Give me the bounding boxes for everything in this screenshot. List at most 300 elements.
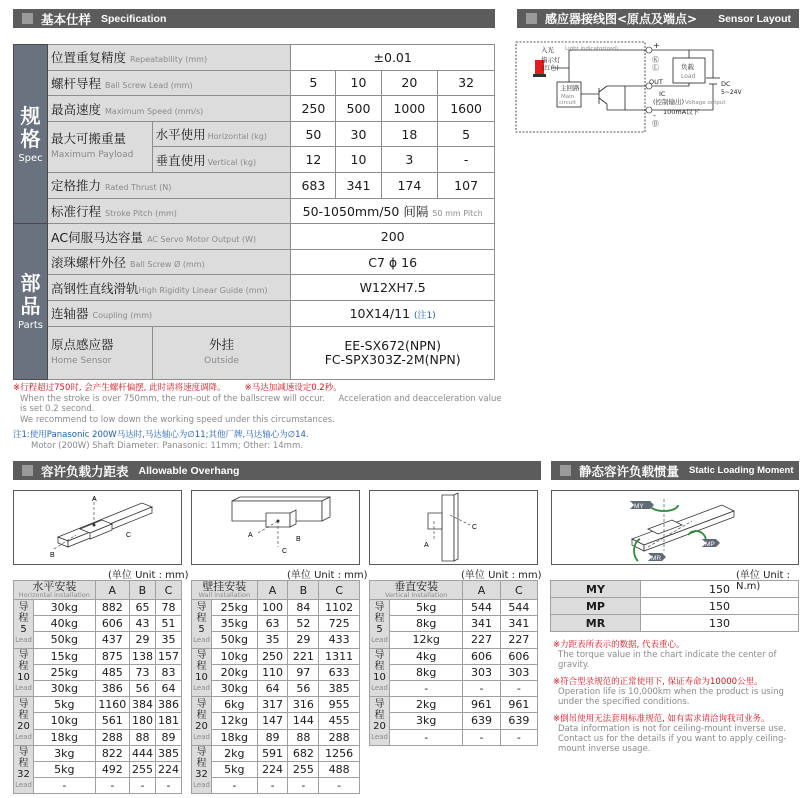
install-type-header: 壁挂安装 Wall installation bbox=[192, 581, 258, 600]
lead-group-label: 导 程 5 Lead bbox=[14, 600, 34, 649]
column-header: B bbox=[288, 581, 319, 600]
load-cell: 10kg bbox=[34, 713, 96, 729]
note-accel-cn: ※马达加减速设定0.2秒。 bbox=[244, 383, 342, 393]
value-cell: 639 bbox=[500, 713, 537, 729]
value-cell: 433 bbox=[319, 632, 360, 648]
load-cell: 12kg bbox=[212, 713, 258, 729]
table-row bbox=[370, 616, 538, 632]
label-guide: 高钢性直线滑轨High Rigidity Linear Guide (mm) bbox=[48, 275, 291, 301]
value-cell: 961 bbox=[463, 697, 500, 713]
value-cell: 10 bbox=[336, 147, 381, 173]
sensor-title-en: Sensor Layout bbox=[718, 12, 791, 25]
value-cell: 485 bbox=[95, 664, 129, 680]
fig-label-b: B bbox=[50, 552, 55, 559]
table-row bbox=[370, 729, 538, 745]
lead-group-label: 导 程 10 Lead bbox=[192, 648, 212, 697]
value-cell: 386 bbox=[95, 680, 129, 696]
column-header: C bbox=[155, 581, 181, 600]
value-cell: 606 bbox=[463, 648, 500, 664]
sensor-ind-cn: 指示灯 bbox=[541, 56, 561, 64]
static-note-c-en: Data information is not for ceiling-mount inverse use. Contact us for the details if you want to apply ceiling-mount inverse usage. bbox=[558, 724, 787, 754]
label-home: 原点感应器 Home Sensor bbox=[48, 326, 153, 379]
table-row bbox=[192, 632, 360, 648]
load-cell: 15kg bbox=[34, 648, 96, 664]
fig-label-mr: MR bbox=[651, 555, 662, 562]
sensor-main-cn: 主回路 bbox=[560, 84, 580, 92]
table-header-row bbox=[14, 581, 182, 600]
value-cell: 32 bbox=[438, 70, 495, 96]
value-cell: - bbox=[463, 680, 500, 696]
value-cell: 444 bbox=[129, 745, 155, 761]
value-cell: 224 bbox=[257, 761, 288, 777]
load-cell: 2kg bbox=[212, 745, 258, 761]
spec-row-repeat bbox=[14, 45, 495, 71]
value-cell: 341 bbox=[500, 616, 537, 632]
wall-figure bbox=[191, 490, 360, 565]
load-cell: - bbox=[212, 778, 258, 794]
load-cell: 50kg bbox=[212, 632, 258, 648]
value-cell: - bbox=[288, 778, 319, 794]
sensor-indicator-label: Light indicator(red) bbox=[565, 46, 618, 52]
table-row bbox=[192, 616, 360, 632]
sensor-terminal-k: Ⓚ bbox=[652, 56, 659, 64]
value-cell: 303 bbox=[500, 664, 537, 680]
value-cell: 97 bbox=[288, 664, 319, 680]
value-cell: 89 bbox=[155, 729, 181, 745]
static-note-b-cn: ※符合型录规范的正常使用下, 保证寿命为10000公里。 bbox=[553, 677, 763, 687]
table-row bbox=[192, 697, 360, 713]
static-note-c-cn: ※倒吊使用无法套用标准规范, 如有需求请洽询我司业务。 bbox=[553, 714, 770, 724]
lead-group-label: 导 程 10 Lead bbox=[14, 648, 34, 697]
spec-row-lead bbox=[14, 70, 495, 96]
static-title-cn: 静态容许负载惯量 bbox=[579, 463, 680, 479]
label-repeatability: 位置重复精度 Repeatability (mm) bbox=[48, 45, 291, 71]
value-cell: 227 bbox=[500, 632, 537, 648]
vertical-install-diagram bbox=[370, 491, 537, 564]
value-cell: 492 bbox=[95, 761, 129, 777]
value-screw: C7 ϕ 16 bbox=[291, 249, 495, 275]
value-cell: 822 bbox=[95, 745, 129, 761]
load-cell: 30kg bbox=[34, 680, 96, 696]
unit-label-v: (单位 Unit : mm) bbox=[461, 570, 542, 581]
static-key: MR bbox=[551, 615, 641, 632]
install-type-header: 垂直安装 Vertical installation bbox=[370, 581, 463, 600]
value-cell: 1160 bbox=[95, 697, 129, 713]
value-cell: 84 bbox=[288, 600, 319, 616]
value-cell: 288 bbox=[95, 729, 129, 745]
table-row bbox=[14, 648, 182, 664]
table-row bbox=[14, 729, 182, 745]
value-cell: 288 bbox=[319, 729, 360, 745]
table-header-row bbox=[370, 581, 538, 600]
load-cell: 2kg bbox=[390, 697, 463, 713]
horizontal-overhang-table bbox=[13, 580, 182, 794]
static-title-en: Static Loading Moment bbox=[689, 465, 794, 476]
value-cell: 591 bbox=[257, 745, 288, 761]
fig-label-a: A bbox=[92, 496, 97, 503]
table-row bbox=[370, 632, 538, 648]
static-figure bbox=[551, 490, 799, 565]
value-cell: 88 bbox=[288, 729, 319, 745]
load-cell: 4kg bbox=[390, 648, 463, 664]
value-cell: 385 bbox=[319, 680, 360, 696]
value-cell: 386 bbox=[155, 697, 181, 713]
fig-label-a: A bbox=[248, 532, 253, 539]
spec-row-coupling bbox=[14, 301, 495, 327]
value-cell: 78 bbox=[155, 600, 181, 616]
load-cell: 25kg bbox=[34, 664, 96, 680]
value-cell: 725 bbox=[319, 616, 360, 632]
unit-label-h: (单位 Unit : mm) bbox=[108, 570, 189, 581]
value-cell: - bbox=[95, 778, 129, 794]
label-payload: 最大可搬重量 Maximum Payload bbox=[48, 121, 153, 172]
load-cell: 18kg bbox=[212, 729, 258, 745]
sensor-voltage-en: Voltage output bbox=[685, 100, 726, 106]
sensor-out-label: OUT bbox=[649, 78, 663, 86]
value-cell: 561 bbox=[95, 713, 129, 729]
label-outside: 外挂 Outside bbox=[152, 326, 291, 379]
value-cell: 174 bbox=[381, 173, 438, 199]
value-cell: 544 bbox=[463, 600, 500, 616]
label-coupling: 连轴器 Coupling (mm) bbox=[48, 301, 291, 327]
sensor-minus: - bbox=[653, 111, 656, 120]
overhang-title-en: Allowable Overhang bbox=[138, 464, 240, 477]
value-coupling: 10X14/11 (注1) bbox=[291, 301, 495, 327]
sensor-circuit-en: circuit bbox=[559, 100, 576, 106]
label-lead: 螺杆导程 Ball Screw Lead (mm) bbox=[48, 70, 291, 96]
label-vertical: 垂直使用 Vertical (kg) bbox=[152, 147, 291, 173]
sensor-light-label: 入光 bbox=[541, 46, 554, 54]
value-cell: 110 bbox=[257, 664, 288, 680]
label-motor: AC伺服马达容量 AC Servo Motor Output (W) bbox=[48, 224, 291, 250]
table-row bbox=[192, 680, 360, 696]
value-cell: 341 bbox=[463, 616, 500, 632]
sensor-section-header bbox=[517, 9, 799, 28]
column-header: B bbox=[129, 581, 155, 600]
value-cell: 29 bbox=[288, 632, 319, 648]
column-header: C bbox=[319, 581, 360, 600]
value-cell: 5 bbox=[291, 70, 336, 96]
value-cell: 633 bbox=[319, 664, 360, 680]
table-row bbox=[192, 729, 360, 745]
load-cell: 5kg bbox=[390, 600, 463, 616]
value-cell: 3 bbox=[381, 147, 438, 173]
label-thrust: 定格推力 Rated Thrust (N) bbox=[48, 173, 291, 199]
unit-label-static: (单位 Unit : N.m) bbox=[736, 570, 790, 592]
value-cell: 50 bbox=[291, 121, 336, 147]
value-cell: 12 bbox=[291, 147, 336, 173]
parts-side-label: 部 品 Parts bbox=[14, 224, 48, 380]
overhang-section-header bbox=[13, 461, 541, 480]
value-cell: 303 bbox=[463, 664, 500, 680]
value-cell: 606 bbox=[95, 616, 129, 632]
lead-group-label: 导 程 10 Lead bbox=[370, 648, 390, 697]
value-cell: 180 bbox=[129, 713, 155, 729]
value-cell: 56 bbox=[129, 680, 155, 696]
fig-label-mp: MP bbox=[705, 541, 715, 548]
static-notes bbox=[553, 640, 799, 754]
value-cell: 64 bbox=[257, 680, 288, 696]
value-cell: 144 bbox=[288, 713, 319, 729]
spec-notes bbox=[13, 383, 503, 451]
value-cell: 89 bbox=[257, 729, 288, 745]
static-note-a-cn: ※力距表所表示的数据, 代表重心。 bbox=[553, 640, 685, 650]
sensor-terminal-b: Ⓑ bbox=[652, 120, 659, 128]
table-row bbox=[14, 632, 182, 648]
note-stroke-en: When the stroke is over 750mm, the run-out of the ballscrew will occur. bbox=[20, 393, 325, 404]
static-value: 130 bbox=[641, 615, 799, 632]
value-cell: 83 bbox=[155, 664, 181, 680]
static-row bbox=[551, 615, 799, 632]
table-row bbox=[192, 648, 360, 664]
sensor-dc-v: 5~24V bbox=[721, 89, 742, 96]
value-cell: 181 bbox=[155, 713, 181, 729]
sensor-current: 100mA以下 bbox=[663, 108, 700, 116]
header-square-icon bbox=[22, 13, 33, 24]
header-square-icon bbox=[22, 465, 33, 476]
value-cell: 73 bbox=[129, 664, 155, 680]
sensor-load-cn: 负载 bbox=[681, 63, 694, 71]
value-cell: 500 bbox=[336, 96, 381, 122]
value-cell: 18 bbox=[381, 121, 438, 147]
value-cell: 147 bbox=[257, 713, 288, 729]
value-cell: 682 bbox=[288, 745, 319, 761]
load-cell: 3kg bbox=[390, 713, 463, 729]
value-cell: 100 bbox=[257, 600, 288, 616]
static-section-header bbox=[551, 461, 799, 480]
value-cell: 875 bbox=[95, 648, 129, 664]
value-cell: 35 bbox=[155, 632, 181, 648]
value-cell: 52 bbox=[288, 616, 319, 632]
spec-row-motor bbox=[14, 224, 495, 250]
value-cell: - bbox=[155, 778, 181, 794]
static-key: MP bbox=[551, 598, 641, 615]
load-cell: 5kg bbox=[34, 761, 96, 777]
fig-label-my: MY bbox=[634, 503, 644, 510]
spec-title-cn: 基本仕样 bbox=[41, 11, 92, 27]
value-cell: 882 bbox=[95, 600, 129, 616]
sensor-ic-label: IC bbox=[659, 90, 666, 98]
note-motor-cn: 注1:使用Panasonic 200W马达时,马达轴心为∅11;其他厂牌,马达轴心为∅14. bbox=[13, 430, 309, 440]
table-row bbox=[14, 761, 182, 777]
load-cell: 25kg bbox=[212, 600, 258, 616]
table-row bbox=[192, 778, 360, 794]
sensor-title-cn: 感应器接线图<原点及端点> bbox=[545, 12, 698, 26]
sensor-ind-color: (红色) bbox=[542, 65, 559, 72]
lead-group-label: 导 程 5 Lead bbox=[370, 600, 390, 649]
value-cell: - bbox=[500, 729, 537, 745]
load-cell: 3kg bbox=[34, 745, 96, 761]
table-row bbox=[370, 600, 538, 616]
table-row bbox=[370, 697, 538, 713]
horizontal-install-diagram bbox=[14, 491, 181, 564]
fig-label-c: C bbox=[282, 548, 288, 555]
table-row bbox=[370, 680, 538, 696]
table-row bbox=[14, 680, 182, 696]
static-value: 150 bbox=[641, 581, 799, 598]
value-cell: 29 bbox=[129, 632, 155, 648]
wall-overhang-table bbox=[191, 580, 360, 794]
column-header: A bbox=[463, 581, 500, 600]
value-cell: 1102 bbox=[319, 600, 360, 616]
note-speed-en: We recommend to low down the working speed under this circumstances. bbox=[20, 414, 335, 425]
install-type-header: 水平安装 Horizontal installation bbox=[14, 581, 96, 600]
load-cell: 30kg bbox=[34, 600, 96, 616]
value-cell: 544 bbox=[500, 600, 537, 616]
label-horizontal: 水平使用 Horizontal (kg) bbox=[152, 121, 291, 147]
value-cell: 639 bbox=[463, 713, 500, 729]
load-cell: 50kg bbox=[34, 632, 96, 648]
value-cell: 64 bbox=[155, 680, 181, 696]
value-cell: 227 bbox=[463, 632, 500, 648]
value-cell: 1256 bbox=[319, 745, 360, 761]
value-cell: 43 bbox=[129, 616, 155, 632]
value-cell: 65 bbox=[129, 600, 155, 616]
value-cell: - bbox=[463, 729, 500, 745]
value-cell: 488 bbox=[319, 761, 360, 777]
value-cell: 10 bbox=[336, 70, 381, 96]
sensor-terminal-l: Ⓛ bbox=[652, 64, 659, 72]
load-cell: 5kg bbox=[34, 697, 96, 713]
sensor-ctrl-cn: (控制输出) bbox=[653, 98, 685, 106]
sensor-main-en: Main bbox=[561, 94, 575, 100]
lead-group-label: 导 程 20 Lead bbox=[370, 697, 390, 746]
column-header: A bbox=[95, 581, 129, 600]
lead-group-label: 导 程 20 Lead bbox=[192, 697, 212, 746]
spec-row-stroke bbox=[14, 198, 495, 224]
overhang-title-cn: 容许负载力距表 bbox=[41, 463, 129, 479]
value-cell: 5 bbox=[438, 121, 495, 147]
terminal-icon bbox=[646, 47, 652, 53]
spec-row-screw bbox=[14, 249, 495, 275]
note-motor-en: Motor (200W) Shaft Diameter: Panasonic: 11mm; Other: 14mm. bbox=[31, 440, 303, 451]
column-header: C bbox=[500, 581, 537, 600]
table-row bbox=[14, 713, 182, 729]
load-cell: 8kg bbox=[390, 616, 463, 632]
load-cell: - bbox=[390, 729, 463, 745]
label-speed: 最高速度 Maximum Speed (mm/s) bbox=[48, 96, 291, 122]
value-cell: 384 bbox=[129, 697, 155, 713]
static-row bbox=[551, 598, 799, 615]
horizontal-figure bbox=[13, 490, 182, 565]
load-cell: 12kg bbox=[390, 632, 463, 648]
fig-label-b: B bbox=[296, 536, 301, 543]
load-cell: - bbox=[390, 680, 463, 696]
fig-label-a: A bbox=[424, 542, 429, 549]
spec-side-label: 规 格 Spec bbox=[14, 45, 48, 224]
spec-row-home bbox=[14, 326, 495, 379]
static-note-b-en: Operation life is 10,000km when the product is using under the specified conditions. bbox=[558, 687, 784, 707]
value-cell: 341 bbox=[336, 173, 381, 199]
static-moment-diagram bbox=[552, 491, 798, 564]
spec-table bbox=[13, 44, 495, 380]
value-cell: 606 bbox=[500, 648, 537, 664]
vertical-figure bbox=[369, 490, 538, 565]
label-screw: 滚珠螺杆外径 Ball Screw Ø (mm) bbox=[48, 249, 291, 275]
load-cell: 30kg bbox=[212, 680, 258, 696]
value-cell: 224 bbox=[155, 761, 181, 777]
static-row bbox=[551, 581, 799, 598]
table-row bbox=[14, 600, 182, 616]
load-cell: 6kg bbox=[212, 697, 258, 713]
table-row bbox=[14, 745, 182, 761]
load-cell: - bbox=[34, 778, 96, 794]
value-cell: 437 bbox=[95, 632, 129, 648]
value-motor: 200 bbox=[291, 224, 495, 250]
note-accel-en: Acceleration and deacceleration value is set 0.2 second. bbox=[20, 393, 502, 414]
value-home: EE-SX672(NPN) FC-SPX303Z-2M(NPN) bbox=[291, 326, 495, 379]
static-moment-table bbox=[550, 580, 799, 632]
table-row bbox=[192, 664, 360, 680]
table-row bbox=[370, 713, 538, 729]
lead-group-label: 导 程 32 Lead bbox=[14, 745, 34, 794]
spec-row-speed bbox=[14, 96, 495, 122]
value-cell: - bbox=[438, 147, 495, 173]
lead-group-label: 导 程 20 Lead bbox=[14, 697, 34, 746]
spec-row-guide bbox=[14, 275, 495, 301]
table-row bbox=[14, 664, 182, 680]
fig-label-c: C bbox=[126, 532, 132, 539]
value-cell: - bbox=[500, 680, 537, 696]
note-stroke-cn: ※行程超过750时, 会产生螺杆偏摆, 此时请将速度调降。 bbox=[13, 383, 226, 393]
value-cell: 316 bbox=[288, 697, 319, 713]
column-header: A bbox=[257, 581, 288, 600]
header-square-icon bbox=[526, 13, 537, 24]
static-key: MY bbox=[551, 581, 641, 598]
value-cell: 683 bbox=[291, 173, 336, 199]
table-row bbox=[192, 745, 360, 761]
value-cell: - bbox=[319, 778, 360, 794]
load-cell: 8kg bbox=[390, 664, 463, 680]
value-guide: W12XH7.5 bbox=[291, 275, 495, 301]
table-row bbox=[192, 600, 360, 616]
load-cell: 20kg bbox=[212, 664, 258, 680]
fig-label-c: C bbox=[472, 524, 478, 531]
value-cell: 385 bbox=[155, 745, 181, 761]
value-cell: 63 bbox=[257, 616, 288, 632]
value-cell: 455 bbox=[319, 713, 360, 729]
table-row bbox=[370, 664, 538, 680]
value-cell: 961 bbox=[500, 697, 537, 713]
spec-title-en: Specification bbox=[101, 12, 167, 25]
value-cell: 35 bbox=[257, 632, 288, 648]
lead-group-label: 导 程 32 Lead bbox=[192, 745, 212, 794]
value-stroke: 50-1050mm/50 间隔 50 mm Pitch bbox=[291, 198, 495, 224]
value-cell: 955 bbox=[319, 697, 360, 713]
value-cell: 221 bbox=[288, 648, 319, 664]
spec-row-thrust bbox=[14, 173, 495, 199]
value-cell: 250 bbox=[291, 96, 336, 122]
value-cell: 1600 bbox=[438, 96, 495, 122]
static-note-a-en: The torque value in the chart indicate the center of gravity. bbox=[558, 650, 777, 670]
table-row bbox=[192, 713, 360, 729]
unit-label-w: (单位 Unit : mm) bbox=[287, 570, 368, 581]
table-header-row bbox=[192, 581, 360, 600]
load-cell: 40kg bbox=[34, 616, 96, 632]
value-cell: 1311 bbox=[319, 648, 360, 664]
table-row bbox=[14, 616, 182, 632]
header-square-icon bbox=[560, 465, 571, 476]
load-cell: 18kg bbox=[34, 729, 96, 745]
table-row bbox=[192, 761, 360, 777]
value-cell: 30 bbox=[336, 121, 381, 147]
load-cell: 35kg bbox=[212, 616, 258, 632]
value-cell: - bbox=[257, 778, 288, 794]
value-cell: 255 bbox=[129, 761, 155, 777]
spec-section-header bbox=[13, 9, 495, 28]
value-cell: 1000 bbox=[381, 96, 438, 122]
value-cell: 20 bbox=[381, 70, 438, 96]
